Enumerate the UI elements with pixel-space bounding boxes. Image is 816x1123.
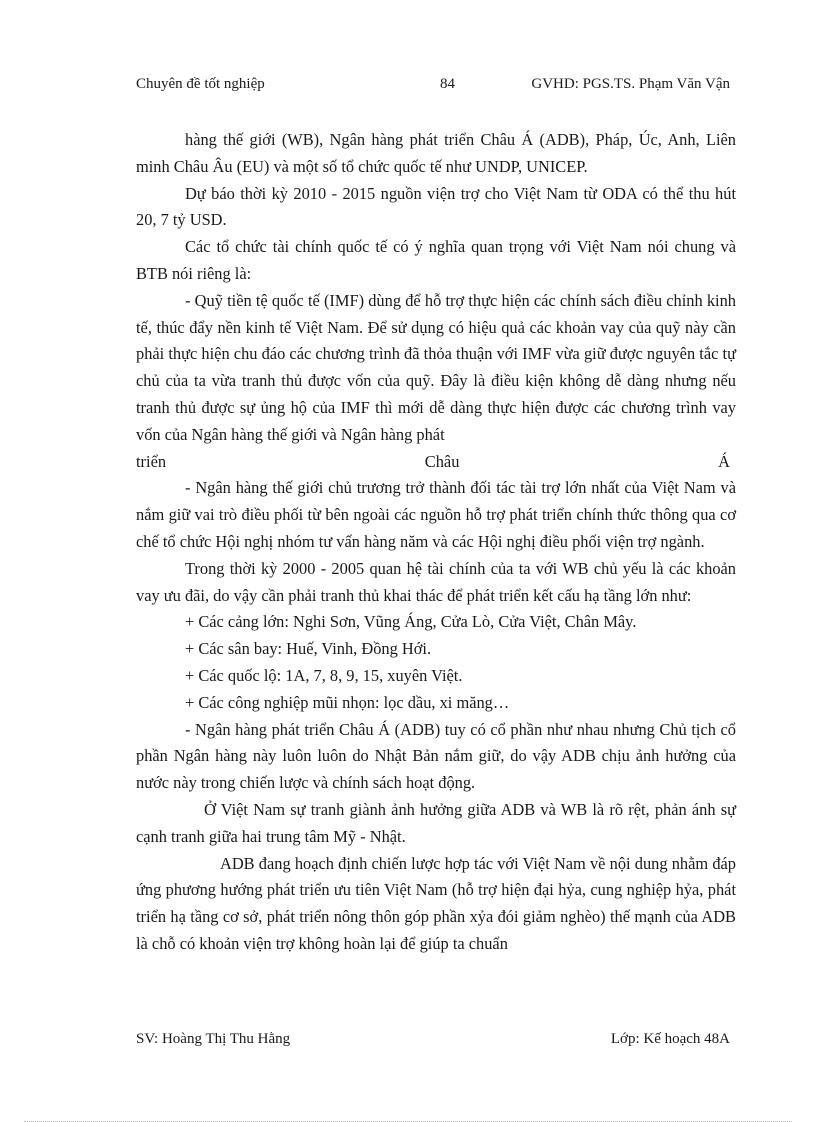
header-title: Chuyên đề tốt nghiệp xyxy=(136,76,265,92)
paragraph: - Quỹ tiền tệ quốc tế (IMF) dùng để hỗ trợ thực hiện các chính sách điều chỉnh kinh tế, thúc đẩy nền kinh tế Việt Nam. Để sử dụng có hiệu quả các khoản vay của quỹ này cần phải thực hiện chu đáo các chương trình đã thỏa thuận với IMF vừa giữ được nguyên tắc tự chủ của ta vừa tranh thủ được vốn của quỹ. Đây là điều kiện không dễ dàng nhưng nếu tranh thủ được sự ủng hộ của IMF thì mới dễ dàng thực hiện được các chương trình vay vốn của Ngân hàng thế giới và Ngân hàng phát xyxy=(136,290,736,444)
footer-student: SV: Hoàng Thị Thu Hằng xyxy=(136,1031,291,1047)
split-line xyxy=(136,449,730,476)
list-item: + Các cảng lớn: Nghi Sơn, Vũng Áng, Cửa Lò, Cửa Việt, Chân Mây. xyxy=(185,612,637,632)
paragraph: Trong thời kỳ 2000 - 2005 quan hệ tài chính của ta với WB chủ yếu là các khoản vay ưu đãi, do vậy cần phải tranh thủ khai thác để phát triển kết cấu hạ tầng lớn như: xyxy=(136,558,736,605)
footer-class: Lớp: Kế hoạch 48A xyxy=(610,1031,730,1047)
paragraph: Các tổ chức tài chính quốc tế có ý nghĩa quan trọng với Việt Nam nói chung và BTB nói riêng là: xyxy=(136,237,736,283)
document-body xyxy=(136,127,736,958)
split-line-middle: Châu xyxy=(424,451,460,471)
paragraph: hàng thế giới (WB), Ngân hàng phát triển Châu Á (ADB), Pháp, Úc, Anh, Liên minh Châu Âu (EU) và một số tổ chức quốc tế như UNDP, UNICEP. xyxy=(136,130,736,176)
split-line-right: Á xyxy=(718,451,730,471)
page-footer xyxy=(136,1031,730,1053)
paragraph: - Ngân hàng phát triển Châu Á (ADB) tuy có cổ phần như nhau nhưng Chủ tịch cổ phần Ngân hàng này luôn luôn do Nhật Bản nắm giữ, do vậy ADB chịu ảnh hưởng của nước này trong chiến lược và chính sách hoạt động. xyxy=(136,719,736,793)
header-advisor: GVHD: PGS.TS. Phạm Văn Vận xyxy=(531,76,730,92)
split-line-left: triển xyxy=(136,451,167,471)
paragraph: Dự báo thời kỳ 2010 - 2015 nguồn viện trợ cho Việt Nam từ ODA có thể thu hút 20, 7 tỷ USD. xyxy=(136,183,736,230)
paragraph: - Ngân hàng thế giới chủ trương trở thành đối tác tài trợ lớn nhất của Việt Nam và nắm giữ vai trò điều phối từ bên ngoài các nguồn hỗ trợ phát triển chính thức thông qua cơ chế tổ chức Hội nghị nhóm tư vấn hàng năm và các Hội nghị điều phối viện trợ ngành. xyxy=(136,478,736,551)
list-item: + Các sân bay: Huế, Vinh, Đồng Hới. xyxy=(185,639,432,659)
page-bottom-rule xyxy=(24,1121,792,1122)
list-item: + Các công nghiệp mũi nhọn: lọc dầu, xi măng… xyxy=(185,692,510,712)
paragraph: Ở Việt Nam sự tranh giành ảnh hưởng giữa ADB và WB là rõ rệt, phản ánh sự cạnh tranh giữa hai trung tâm Mỹ - Nhật. xyxy=(136,799,736,846)
page-header xyxy=(136,76,730,98)
page-number: 84 xyxy=(440,76,455,92)
paragraph: ADB đang hoạch định chiến lược hợp tác với Việt Nam về nội dung nhằm đáp ứng phương hướng phát triển ưu tiên Việt Nam (hỗ trợ hiện đại hỷa, cung nghiệp hỷa, phát triển hạ tầng cơ sở, phát triển nông thôn góp phần xỷa đói giảm nghèo) thế mạnh của ADB là chỗ có khoản viện trợ không hoàn lại để giúp ta chuẩn xyxy=(136,853,736,953)
list-item: + Các quốc lộ: 1A, 7, 8, 9, 15, xuyên Việt. xyxy=(185,665,463,685)
